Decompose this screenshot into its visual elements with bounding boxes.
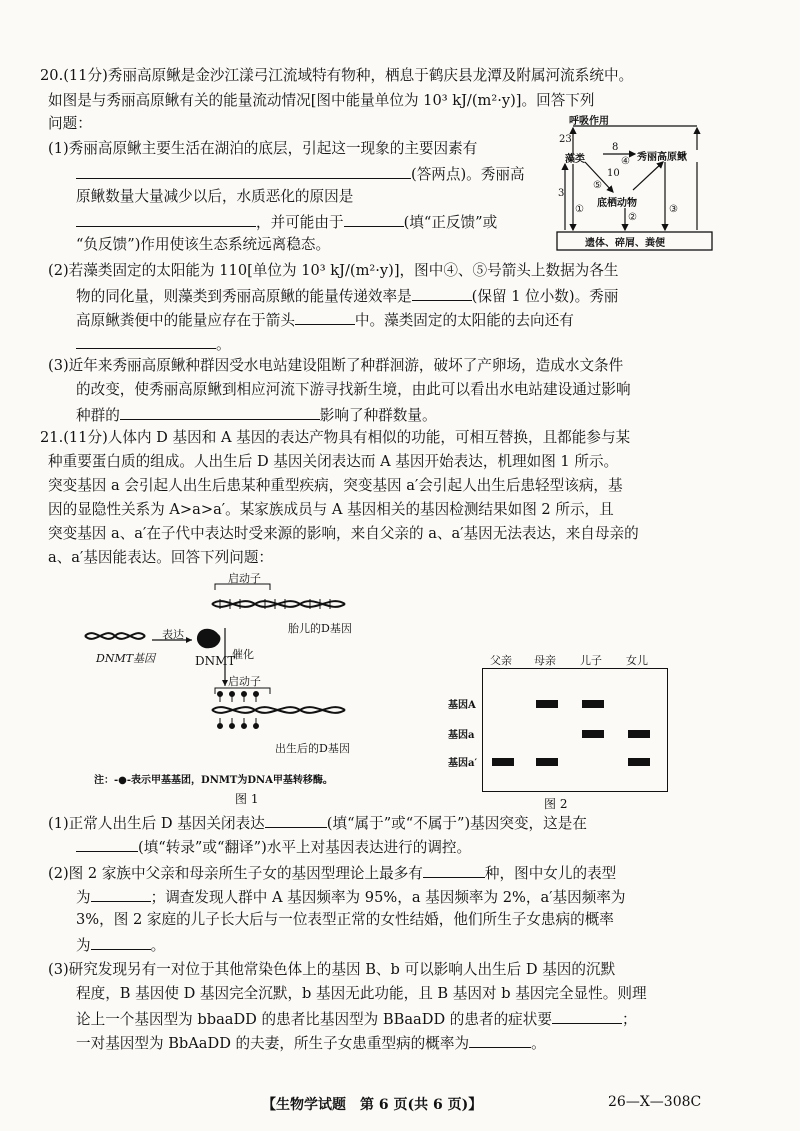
fetal-d-gene-label: 胎儿的D基因 (288, 622, 352, 635)
answer-blank[interactable] (295, 309, 355, 325)
q20-p1-line-4 (76, 211, 497, 233)
q20-p1-text-3: 原鳅数量大量减少以后，水质恶化的原因是 (76, 188, 354, 205)
q20-p1-text-1: (1)秀丽高原鳅主要生活在湖泊的底层，引起这一现象的主要因素有 (48, 140, 478, 157)
promoter-top-label: 启动子 (228, 572, 261, 585)
dnmt-gene-label: DNMT基因 (96, 652, 156, 665)
answer-blank[interactable] (265, 812, 327, 828)
q20-p1-text-2: (答两点)。秀丽高 (411, 166, 525, 183)
row-label-gene-a-lower: 基因a (448, 730, 475, 741)
figure-1 (80, 568, 410, 808)
promoter-bottom-label: 启动子 (228, 675, 261, 688)
q20-p1-line-1 (48, 139, 477, 159)
q21-p3-text-4: ； (621, 1011, 637, 1028)
value-8: 8 (612, 142, 619, 153)
arrow-1: ① (575, 204, 584, 215)
answer-blank[interactable] (412, 285, 472, 301)
gel-band (536, 700, 558, 708)
col-label-mother: 母亲 (534, 654, 556, 667)
q21-line-3: 突变基因 a 会引起人出生后患某种重型疾病，突变基因 a′会引起人出生后患轻型该病，基 (48, 477, 623, 494)
q20-p3-text-4: 影响了种群数量。 (319, 407, 437, 424)
q21-p2-line-3: 3%，图 2 家庭的儿子长大后与一位表型正常的女性结婚，他们所生子女患病的概率 (76, 911, 614, 928)
benthic-label: 底栖动物 (597, 198, 637, 209)
dnmt-label: DNMT (195, 654, 236, 668)
q20-line-3: 问题： (48, 115, 92, 132)
q21-p2-line-2 (76, 886, 626, 908)
footer-title: 【生物学试题 第 6 页(共 6 页)】 (262, 1097, 483, 1113)
debris-label: 遗体、碎屑、粪便 (585, 238, 665, 249)
row-label-gene-a-prime: 基因a′ (448, 758, 478, 769)
figure-1-note: 注：-●-表示甲基基团，DNMT为DNA甲基转移酶。 (94, 775, 333, 786)
q20-p2-text-2: 物的同化量，则藻类到秀丽高原鳅的能量传递效率是 (76, 288, 412, 305)
q20-p2-text-6: 。 (216, 336, 231, 353)
arrow-5: ⑤ (593, 180, 602, 191)
answer-blank[interactable] (76, 333, 216, 349)
answer-blank[interactable] (76, 211, 256, 227)
algae-label: 藻类 (565, 154, 585, 165)
q20-p3-text-3: 种群的 (76, 407, 120, 424)
gel-band (492, 758, 514, 766)
answer-blank[interactable] (91, 934, 151, 950)
q21-p2-text-3: 为 (76, 889, 91, 906)
q21-line-5: 突变基因 a、a′在子代中表达时受来源的影响，来自父亲的 a、a′基因无法表达，来自母亲的 (48, 525, 639, 542)
q21-p2-text-6: 为 (76, 937, 91, 954)
q21-p1-line-2 (76, 836, 471, 858)
q20-line-1: 20.(11分)秀丽高原鳅是金沙江漾弓江流域特有物种，栖息于鹤庆县龙潭及附属河流系统中。 (40, 67, 634, 84)
value-10: 10 (607, 168, 620, 179)
q20-p2-text-3: (保留 1 位小数)。秀丽 (471, 288, 619, 305)
gel-band (628, 758, 650, 766)
q21-line-6: a、a′基因能表达。回答下列问题： (48, 549, 274, 566)
q21-p3-text-3: 论上一个基因型为 bbaaDD 的患者比基因型为 BBaaDD 的患者的症状要 (76, 1011, 552, 1028)
q21-line-2: 种重要蛋白质的组成。人出生后 D 基因关闭表达而 A 基因开始表达，机理如图 1 所示。 (48, 453, 619, 470)
gel-band (628, 730, 650, 738)
q21-line-4: 因的显隐性关系为 A>a>a′。某家族成员与 A 基因相关的基因检测结果如图 2 所示，且 (48, 501, 614, 518)
answer-blank[interactable] (120, 404, 320, 420)
q21-p3-text-6: 。 (531, 1035, 546, 1052)
q21-p2-line-1 (48, 862, 616, 884)
q20-p1-line-2 (76, 163, 525, 185)
q20-p2-line-2 (76, 285, 618, 307)
q20-p1-line-3 (76, 187, 353, 207)
q20-p1-text-4: ，并可能由于 (256, 214, 344, 231)
figure-2-caption: 图 2 (544, 797, 568, 811)
q20-p1-text-5: (填“正反馈”或 (403, 214, 498, 231)
value-23: 23 (559, 134, 572, 145)
q21-p2-text-2: 种，图中女儿的表型 (484, 865, 617, 882)
q21-line-1: 21.(11分)人体内 D 基因和 A 基因的表达产物具有相似的功能，可相互替换，且都能参与某 (40, 429, 631, 446)
q20-p3-line-2: 的改变，使秀丽高原鳅到相应河流下游寻找新生境，由此可以看出水电站建设通过影响 (76, 381, 631, 398)
postnatal-d-gene-label: 出生后的D基因 (275, 742, 350, 755)
arrow-3: ③ (669, 204, 678, 215)
row-label-gene-a: 基因A (448, 700, 476, 711)
q20-p2-text-5: 中。藻类固定的太阳能的去向还有 (354, 312, 574, 329)
q20-p2-line-3 (76, 309, 574, 331)
q21-p2-line-4 (76, 934, 165, 956)
energy-flow-diagram (555, 112, 715, 257)
catalyze-label: 催化 (232, 648, 254, 661)
q20-p3-line-3 (76, 404, 437, 426)
q21-p2-text-4: ；调查发现人群中 A 基因频率为 95%，a 基因频率为 2%，a′基因频率为 (150, 889, 626, 906)
q21-p3-line-3 (76, 1008, 637, 1030)
gel-band (536, 758, 558, 766)
q21-p1-text-2: (填“属于”或“不属于”)基因突变，这是在 (326, 815, 587, 832)
q20-p2-line-1: (2)若藻类固定的太阳能为 110[单位为 10³ kJ/(m²·y)]，图中④、⑤号箭头上数据为各生 (48, 262, 619, 279)
q21-p3-line-1: (3)研究发现另有一对位于其他常染色体上的基因 B、b 可以影响人出生后 D 基因的沉默 (48, 961, 616, 978)
q20-line-2: 如图是与秀丽高原鳅有关的能量流动情况[图中能量单位为 10³ kJ/(m²·y)]。回答下列 (48, 92, 595, 109)
answer-blank[interactable] (76, 163, 411, 179)
answer-blank[interactable] (552, 1008, 622, 1024)
q21-p3-line-4 (76, 1032, 546, 1054)
q21-p3-text-5: 一对基因型为 BbAaDD 的夫妻，所生子女患重型病的概率为 (76, 1035, 470, 1052)
col-label-daughter: 女儿 (626, 654, 648, 667)
value-3: 3 (558, 188, 565, 199)
answer-blank[interactable] (423, 862, 485, 878)
q20-p2-text-4: 高原鳅粪便中的能量应存在于箭头 (76, 312, 295, 329)
figure-2 (448, 652, 688, 810)
q21-p1-text-3: (填“转录”或“翻译”)水平上对基因表达进行的调控。 (138, 839, 472, 856)
q21-p1-line-1 (48, 812, 587, 834)
arrow-2: ② (628, 212, 637, 223)
gel-band (582, 730, 604, 738)
answer-blank[interactable] (344, 211, 404, 227)
q21-p3-line-2: 程度，B 基因使 D 基因完全沉默，b 基因无此功能，且 B 基因对 b 基因完全显性。则理 (76, 985, 647, 1002)
q20-p3-line-1: (3)近年来秀丽高原鳅种群因受水电站建设阻断了种群洄游，破坏了产卵场，造成水文条件 (48, 357, 624, 374)
col-label-son: 儿子 (580, 654, 602, 667)
col-label-father: 父亲 (490, 654, 512, 667)
q21-p1-text-1: (1)正常人出生后 D 基因关闭表达 (48, 815, 265, 832)
answer-blank[interactable] (469, 1032, 531, 1048)
express-label: 表达 (162, 628, 184, 641)
q21-p2-text-1: (2)图 2 家族中父亲和母亲所生子女的基因型理论上最多有 (48, 865, 423, 882)
answer-blank[interactable] (91, 886, 151, 902)
respiration-label: 呼吸作用 (569, 116, 609, 127)
fish-label: 秀丽高原鳅 (637, 152, 687, 163)
answer-blank[interactable] (76, 836, 138, 852)
q20-p2-line-4 (76, 333, 231, 355)
figure-1-caption: 图 1 (235, 792, 259, 806)
arrow-4: ④ (621, 156, 630, 167)
footer-code: 26—X—308C (608, 1094, 702, 1110)
q20-p1-line-5: “负反馈”)作用使该生态系统远离稳态。 (76, 236, 331, 253)
q21-p2-text-7: 。 (150, 937, 166, 954)
gel-band (582, 700, 604, 708)
